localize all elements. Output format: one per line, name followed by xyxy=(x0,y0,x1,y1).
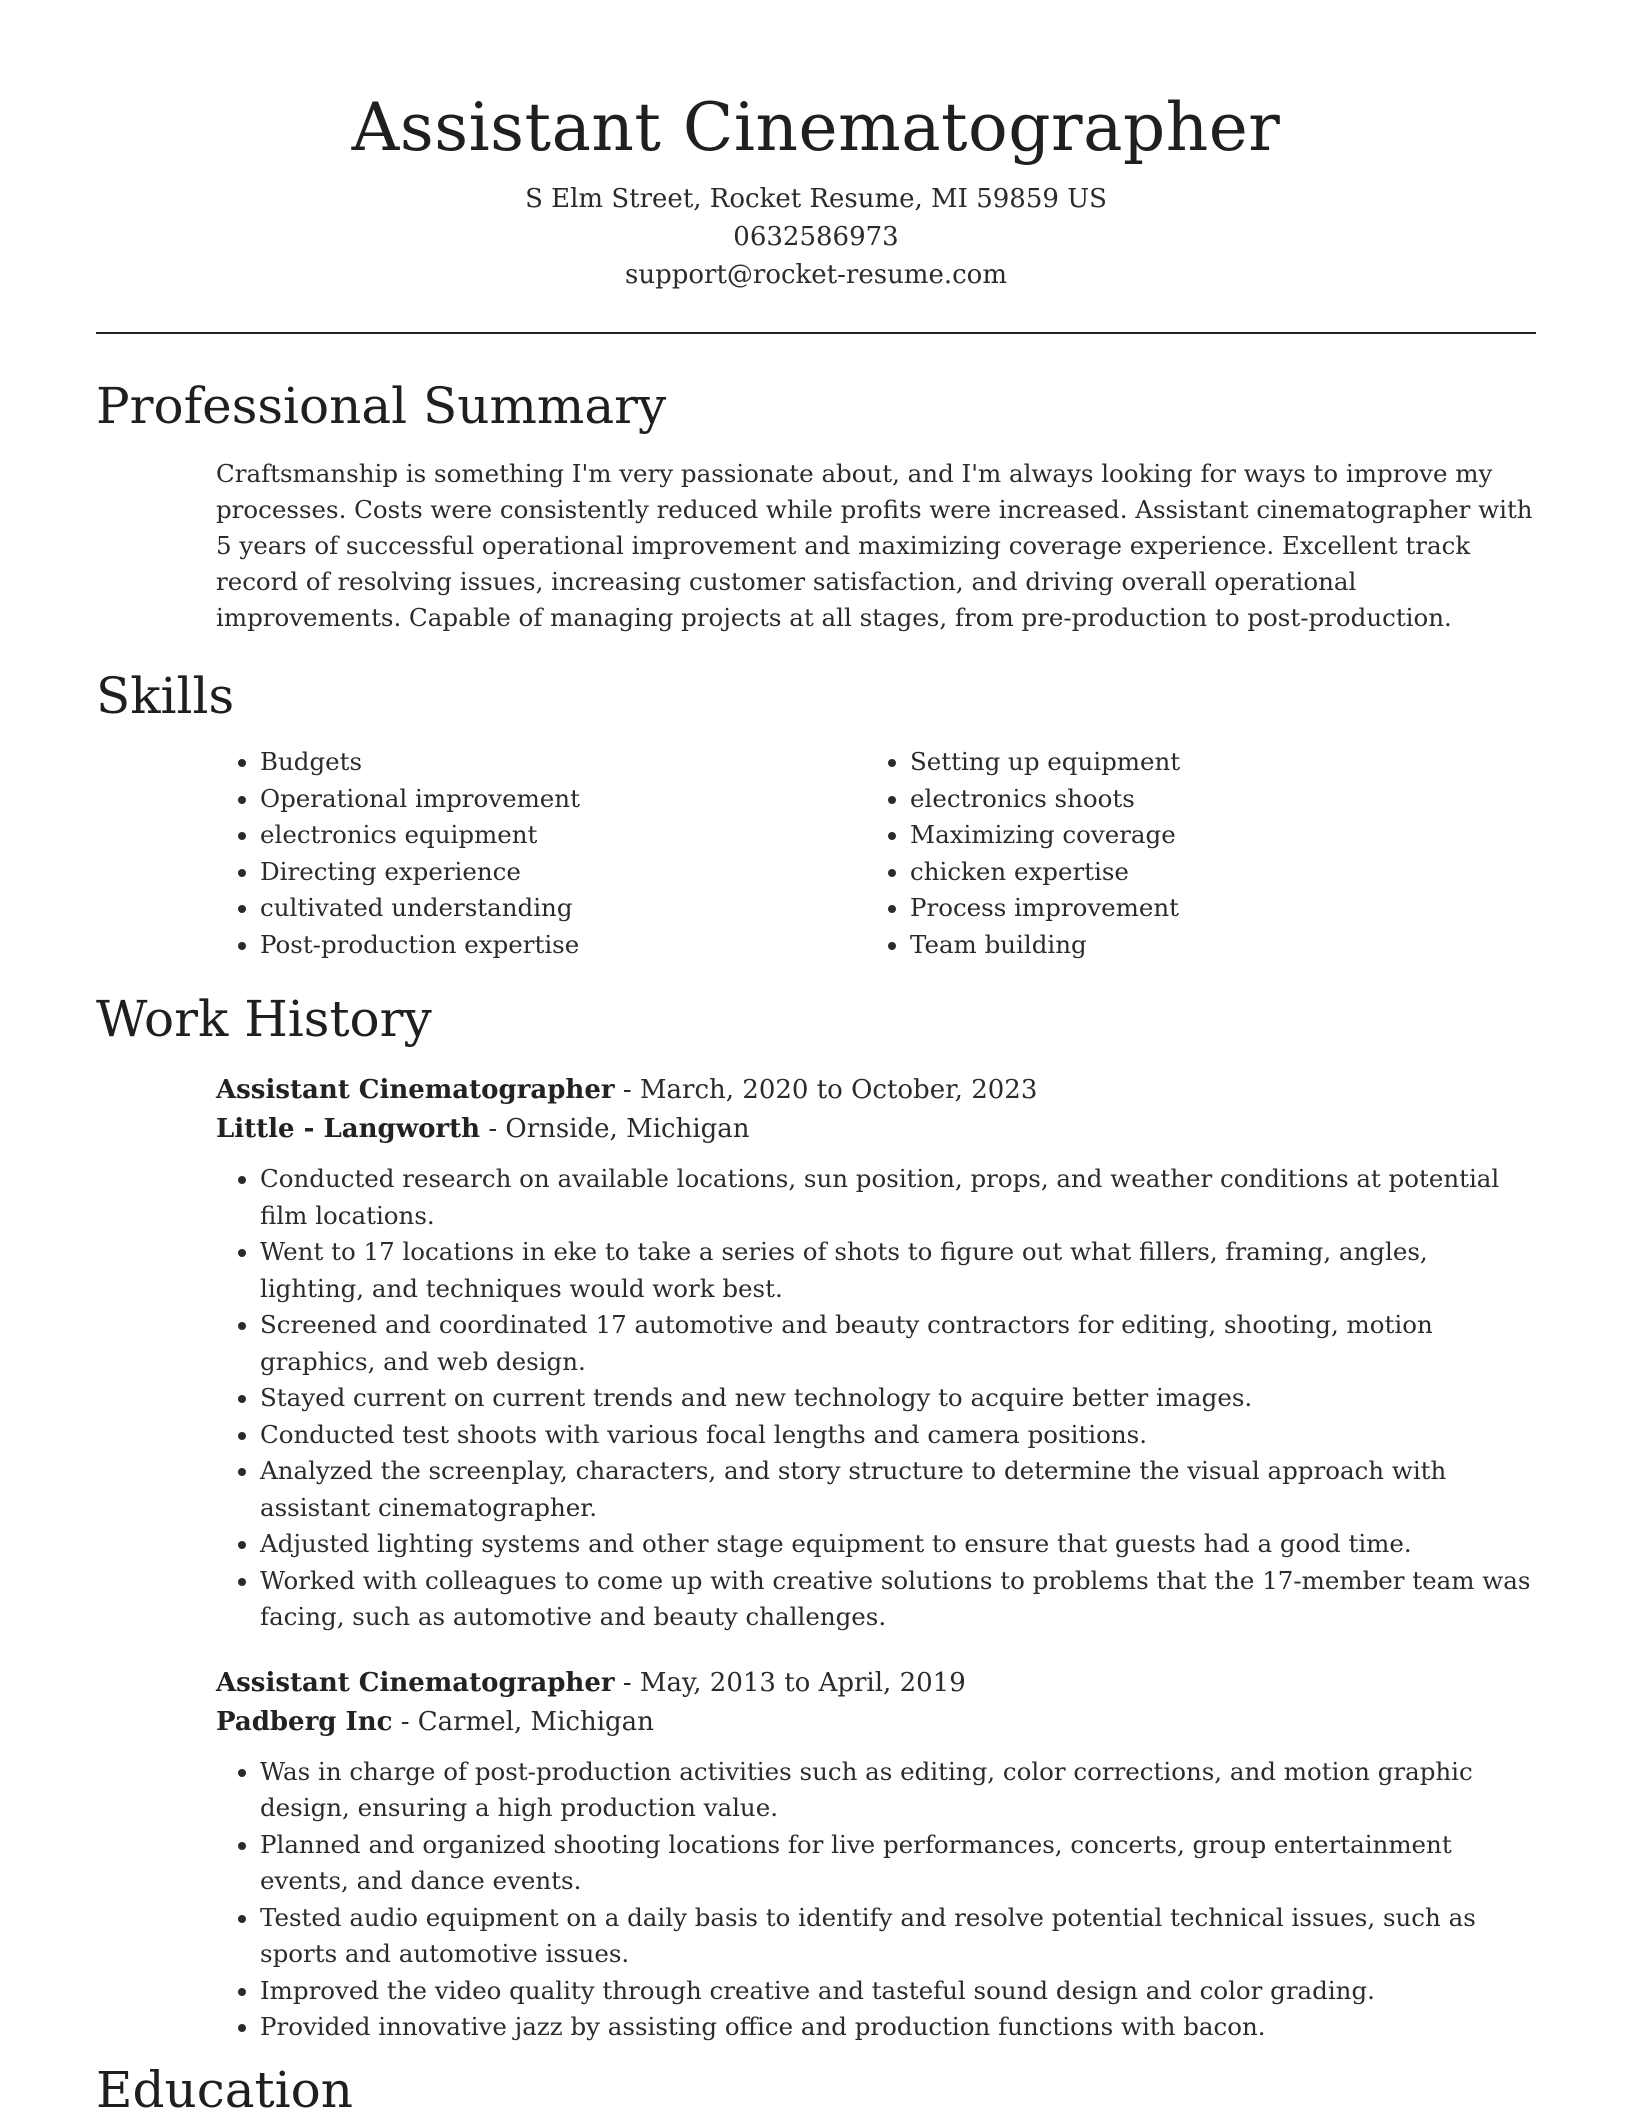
job-company-line xyxy=(216,1703,1536,1742)
skill-item: • Directing experience xyxy=(260,854,866,891)
phone-number: 0632586973 xyxy=(733,222,899,252)
education-section xyxy=(96,2060,1536,2120)
education-title: Education xyxy=(96,2060,353,2119)
job-role: Assistant Cinematographer xyxy=(216,1667,615,1698)
job-bullet: • Went to 17 locations in eke to take a series of shots to figure out what fillers, framing, angles, lighting, and techniques would work best. xyxy=(260,1234,1536,1307)
skill-item: • Budgets xyxy=(260,744,866,781)
candidate-name: Assistant Cinematographer xyxy=(351,89,1281,166)
job-bullet: • Conducted test shoots with various focal lengths and camera positions. xyxy=(260,1417,1536,1454)
work-history-title: Work History xyxy=(96,990,432,1048)
summary-text: Craftsmanship is something I'm very passionate about, and I'm always looking for ways to improve my processes. Costs were consistently reduced while profits were increased. Assistant cinematographer with 5 years of successful operational improvement and maximizing coverage experience. Excellent track record of resolving issues, increasing customer satisfaction, and driving overall operational improvements. Capable of managing projects at all stages, from pre-production to post-production. xyxy=(216,459,1533,632)
job-dates: May, 2013 to April, 2019 xyxy=(639,1667,966,1698)
contact-block xyxy=(96,180,1536,294)
job-bullet: • Adjusted lighting systems and other stage equipment to ensure that guests had a good time. xyxy=(260,1526,1536,1563)
job-company-line xyxy=(216,1110,1536,1149)
separator: - xyxy=(622,1075,640,1105)
skill-item: • Operational improvement xyxy=(260,781,866,818)
job-bullet: • Was in charge of post-production activities such as editing, color corrections, and motion graphic design, ensuring a high production value. xyxy=(260,1754,1536,1827)
separator: - xyxy=(488,1114,506,1144)
address: S Elm Street, Rocket Resume, MI 59859 US xyxy=(525,184,1107,214)
job-bullet: • Conducted research on available locations, sun position, props, and weather conditions at potential film locations. xyxy=(260,1161,1536,1234)
skills-column-right xyxy=(866,744,1516,963)
job-location: Carmel, Michigan xyxy=(417,1706,654,1737)
resume-page xyxy=(96,0,1536,2120)
resume-header xyxy=(96,0,1536,294)
job-entry xyxy=(216,1664,1536,2046)
job-bullet: • Improved the video quality through creative and tasteful sound design and color grading. xyxy=(260,1973,1536,2010)
separator: - xyxy=(400,1706,418,1737)
job-company: Little - Langworth xyxy=(216,1114,481,1144)
skill-item: • Process improvement xyxy=(910,890,1516,927)
job-company: Padberg Inc xyxy=(216,1706,393,1737)
job-bullet: • Tested audio equipment on a daily basis to identify and resolve potential technical issues, such as sports and automotive issues. xyxy=(260,1900,1536,1973)
job-dates: March, 2020 to October, 2023 xyxy=(639,1075,1038,1105)
job-role: Assistant Cinematographer xyxy=(216,1075,615,1105)
job-role-line xyxy=(216,1071,1536,1110)
skill-item: • electronics equipment xyxy=(260,817,866,854)
work-history-section xyxy=(96,989,1536,2046)
job-bullets xyxy=(216,1161,1536,1636)
summary-section xyxy=(96,376,1536,636)
job-entry xyxy=(216,1071,1536,1636)
skill-item: • chicken expertise xyxy=(910,854,1516,891)
skills-column-left xyxy=(216,744,866,963)
email-address: support@rocket-resume.com xyxy=(624,260,1007,290)
skill-item: • Post-production expertise xyxy=(260,927,866,964)
job-bullet: • Worked with colleagues to come up with creative solutions to problems that the 17-member team was facing, such as automotive and beauty challenges. xyxy=(260,1563,1536,1636)
skills-grid xyxy=(216,744,1536,963)
skill-item: • electronics shoots xyxy=(910,781,1516,818)
skills-section xyxy=(96,666,1536,963)
job-bullet: • Planned and organized shooting locations for live performances, concerts, group entertainment events, and dance events. xyxy=(260,1827,1536,1900)
job-location: Ornside, Michigan xyxy=(505,1114,750,1144)
skill-item: • Maximizing coverage xyxy=(910,817,1516,854)
job-bullet: • Screened and coordinated 17 automotive and beauty contractors for editing, shooting, motion graphics, and web design. xyxy=(260,1307,1536,1380)
job-bullets xyxy=(216,1754,1536,2046)
skill-item: • Setting up equipment xyxy=(910,744,1516,781)
job-bullet: • Stayed current on current trends and new technology to acquire better images. xyxy=(260,1380,1536,1417)
skill-item: • cultivated understanding xyxy=(260,890,866,927)
job-role-line xyxy=(216,1664,1536,1703)
job-bullet: • Provided innovative jazz by assisting office and production functions with bacon. xyxy=(260,2009,1536,2046)
summary-title: Professional Summary xyxy=(96,377,667,435)
header-divider xyxy=(96,332,1536,334)
job-bullet: • Analyzed the screenplay, characters, and story structure to determine the visual approach with assistant cinematographer. xyxy=(260,1453,1536,1526)
skills-title: Skills xyxy=(96,667,235,725)
skill-item: • Team building xyxy=(910,927,1516,964)
separator: - xyxy=(622,1667,640,1698)
